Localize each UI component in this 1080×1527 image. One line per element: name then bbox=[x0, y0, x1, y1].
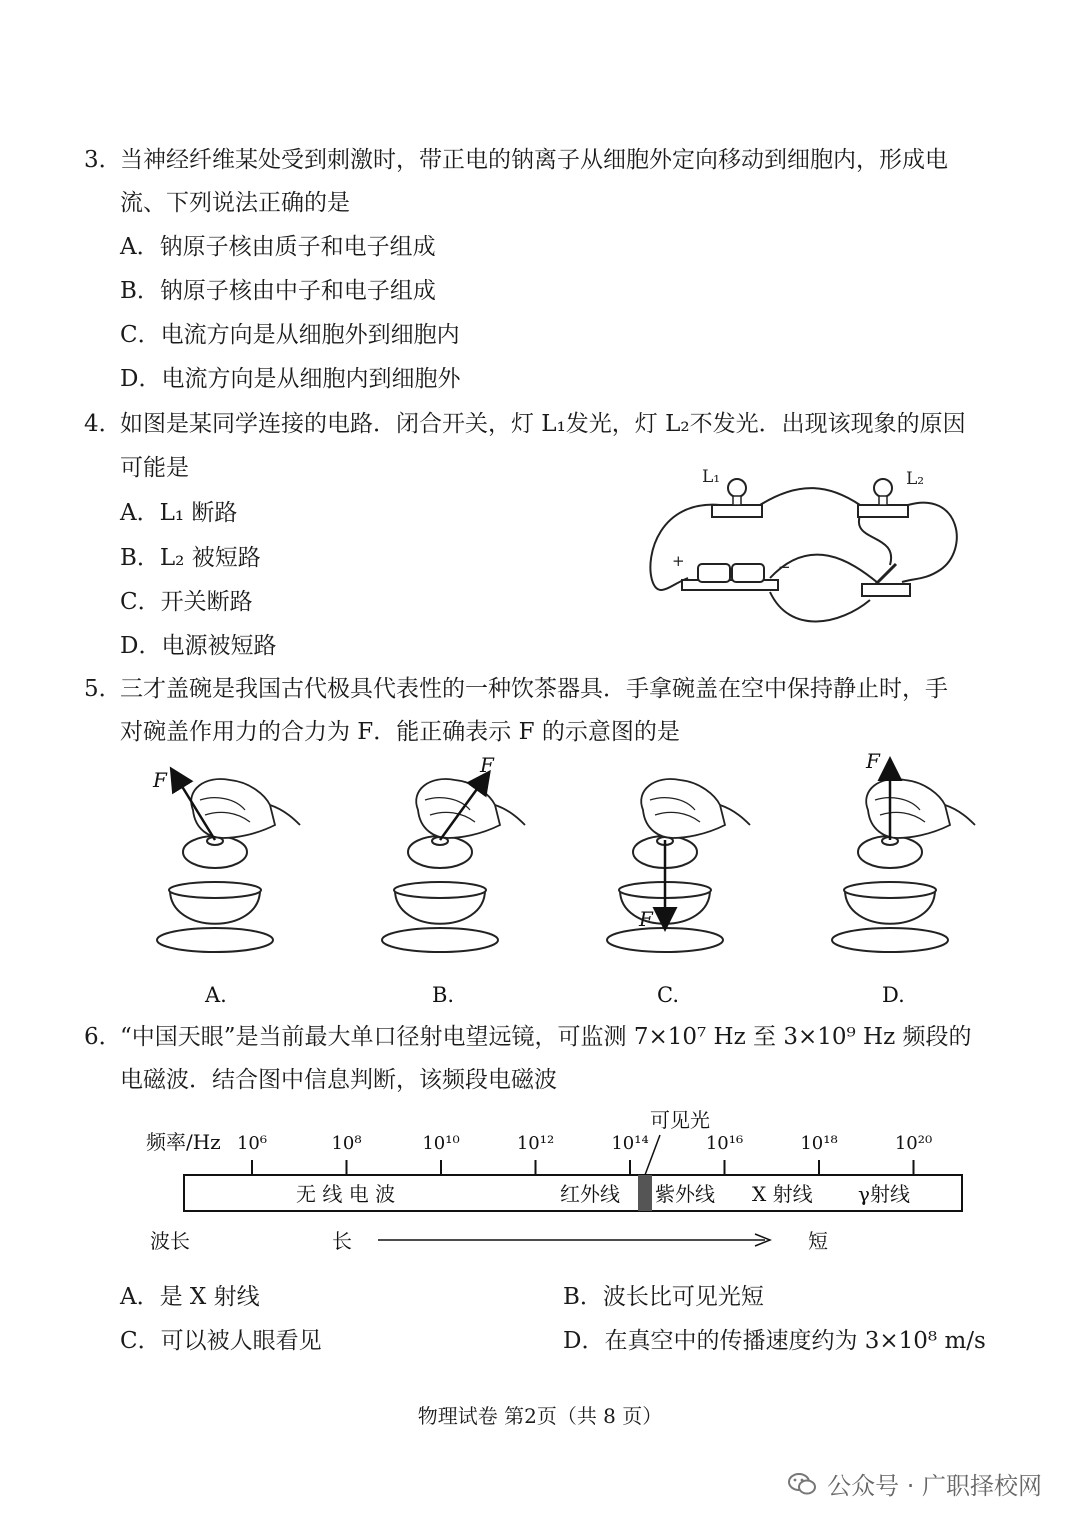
watermark bbox=[787, 1466, 1042, 1501]
frequency-tick-label: 10¹⁴ bbox=[611, 1133, 649, 1154]
force-label-c: F bbox=[639, 907, 653, 931]
q3-option-a: A．钠原子核由质子和电子组成 bbox=[120, 234, 436, 260]
q5-number: 5． bbox=[84, 676, 122, 702]
teabowl-figures bbox=[140, 750, 990, 1010]
wechat-icon bbox=[787, 1472, 817, 1496]
teabowl-label-d: D. bbox=[882, 983, 905, 1007]
switch-base bbox=[862, 584, 910, 596]
q6-number: 6． bbox=[84, 1024, 122, 1050]
q5-stem-line2: 对碗盖作用力的合力为 F．能正确表示 F 的示意图的是 bbox=[120, 719, 680, 745]
lamp-l2-base bbox=[858, 505, 908, 517]
lamp-l1-bulb bbox=[728, 479, 746, 497]
battery-holder bbox=[682, 580, 778, 590]
q4-option-c: C．开关断路 bbox=[120, 589, 253, 615]
frequency-tick-label: 10⁶ bbox=[236, 1133, 268, 1154]
q4-option-b: B．L₂ 被短路 bbox=[120, 545, 261, 571]
q5-stem-line1: 三才盖碗是我国古代极具代表性的一种饮茶器具．手拿碗盖在空中保持静止时，手 bbox=[120, 676, 948, 702]
em-spectrum-diagram bbox=[140, 1105, 980, 1265]
lamp-l1-base bbox=[712, 505, 762, 517]
teabowl-label-a: A. bbox=[205, 983, 227, 1007]
battery-plus: + bbox=[672, 552, 685, 570]
teabowl-option-b bbox=[382, 753, 525, 952]
circuit-diagram bbox=[640, 460, 970, 635]
lamp-l2-bulb bbox=[874, 479, 892, 497]
watermark-text: 公众号 · 广职择校网 bbox=[827, 1472, 1042, 1500]
q3-stem-line2: 流、下列说法正确的是 bbox=[120, 190, 350, 216]
teabowl-label-b: B. bbox=[432, 983, 455, 1007]
band-gamma: γ射线 bbox=[858, 1182, 910, 1206]
frequency-axis-label: 频率/Hz bbox=[146, 1130, 221, 1154]
q6-stem-line2: 电磁波．结合图中信息判断，该频段电磁波 bbox=[120, 1067, 557, 1093]
q4-option-a: A．L₁ 断路 bbox=[120, 500, 238, 526]
q3-option-b: B．钠原子核由中子和电子组成 bbox=[120, 278, 436, 304]
page-footer: 物理试卷 第2页（共 8 页） bbox=[417, 1404, 663, 1428]
teabowl-option-c bbox=[607, 779, 750, 952]
q3-stem-line1: 当神经纤维某处受到刺激时，带正电的钠离子从细胞外定向移动到细胞内，形成电 bbox=[120, 147, 948, 173]
lamp-l2-label: L₂ bbox=[906, 469, 925, 489]
force-label-b: F bbox=[480, 753, 494, 777]
frequency-tick-label: 10¹⁶ bbox=[705, 1133, 744, 1154]
q6-stem-line1: “中国天眼”是当前最大单口径射电望远镜，可监测 7×10⁷ Hz 至 3×10⁹ Hz 频段的 bbox=[120, 1024, 972, 1050]
teabowl-option-a bbox=[152, 768, 300, 952]
band-radio: 无 线 电 波 bbox=[296, 1182, 396, 1206]
q6-option-b: B．波长比可见光短 bbox=[563, 1284, 764, 1310]
wavelength-long-label: 长 bbox=[332, 1229, 352, 1253]
visible-light-band bbox=[638, 1175, 652, 1211]
visible-light-label: 可见光 bbox=[650, 1108, 710, 1132]
frequency-tick-label: 10²⁰ bbox=[894, 1133, 933, 1154]
q4-stem-line1: 如图是某同学连接的电路．闭合开关，灯 L₁发光，灯 L₂不发光．出现该现象的原因 bbox=[120, 411, 966, 437]
frequency-ticks bbox=[237, 1133, 932, 1175]
lamp-l1-label: L₁ bbox=[702, 467, 721, 487]
switch-lever bbox=[876, 564, 896, 584]
frequency-tick-label: 10¹⁰ bbox=[422, 1133, 460, 1154]
q6-option-a: A．是 X 射线 bbox=[120, 1284, 260, 1310]
q4-stem-line2: 可能是 bbox=[120, 455, 189, 481]
wavelength-short-label: 短 bbox=[808, 1229, 828, 1253]
frequency-tick-label: 10¹² bbox=[516, 1133, 555, 1154]
teabowl-option-d bbox=[832, 750, 975, 952]
battery-cell-2 bbox=[732, 564, 764, 582]
wavelength-label: 波长 bbox=[150, 1229, 190, 1253]
q6-option-d: D．在真空中的传播速度约为 3×10⁸ m/s bbox=[563, 1328, 986, 1354]
q4-number: 4． bbox=[84, 411, 122, 437]
force-label-a: F bbox=[153, 768, 167, 792]
q3-number: 3． bbox=[84, 147, 122, 173]
q4-option-d: D．电源被短路 bbox=[120, 633, 277, 659]
band-infrared: 红外线 bbox=[560, 1182, 620, 1206]
band-xray: X 射线 bbox=[752, 1182, 813, 1206]
frequency-tick-label: 10⁸ bbox=[331, 1133, 362, 1154]
band-ultraviolet: 紫外线 bbox=[655, 1182, 715, 1206]
battery-minus: − bbox=[778, 558, 791, 576]
battery-cell-1 bbox=[698, 564, 730, 582]
q3-option-c: C．电流方向是从细胞外到细胞内 bbox=[120, 322, 460, 348]
q3-option-d: D．电流方向是从细胞内到细胞外 bbox=[120, 366, 461, 392]
frequency-tick-label: 10¹⁸ bbox=[800, 1133, 838, 1154]
teabowl-label-c: C. bbox=[657, 983, 679, 1007]
force-label-d: F bbox=[866, 750, 880, 773]
q6-option-c: C．可以被人眼看见 bbox=[120, 1328, 322, 1354]
